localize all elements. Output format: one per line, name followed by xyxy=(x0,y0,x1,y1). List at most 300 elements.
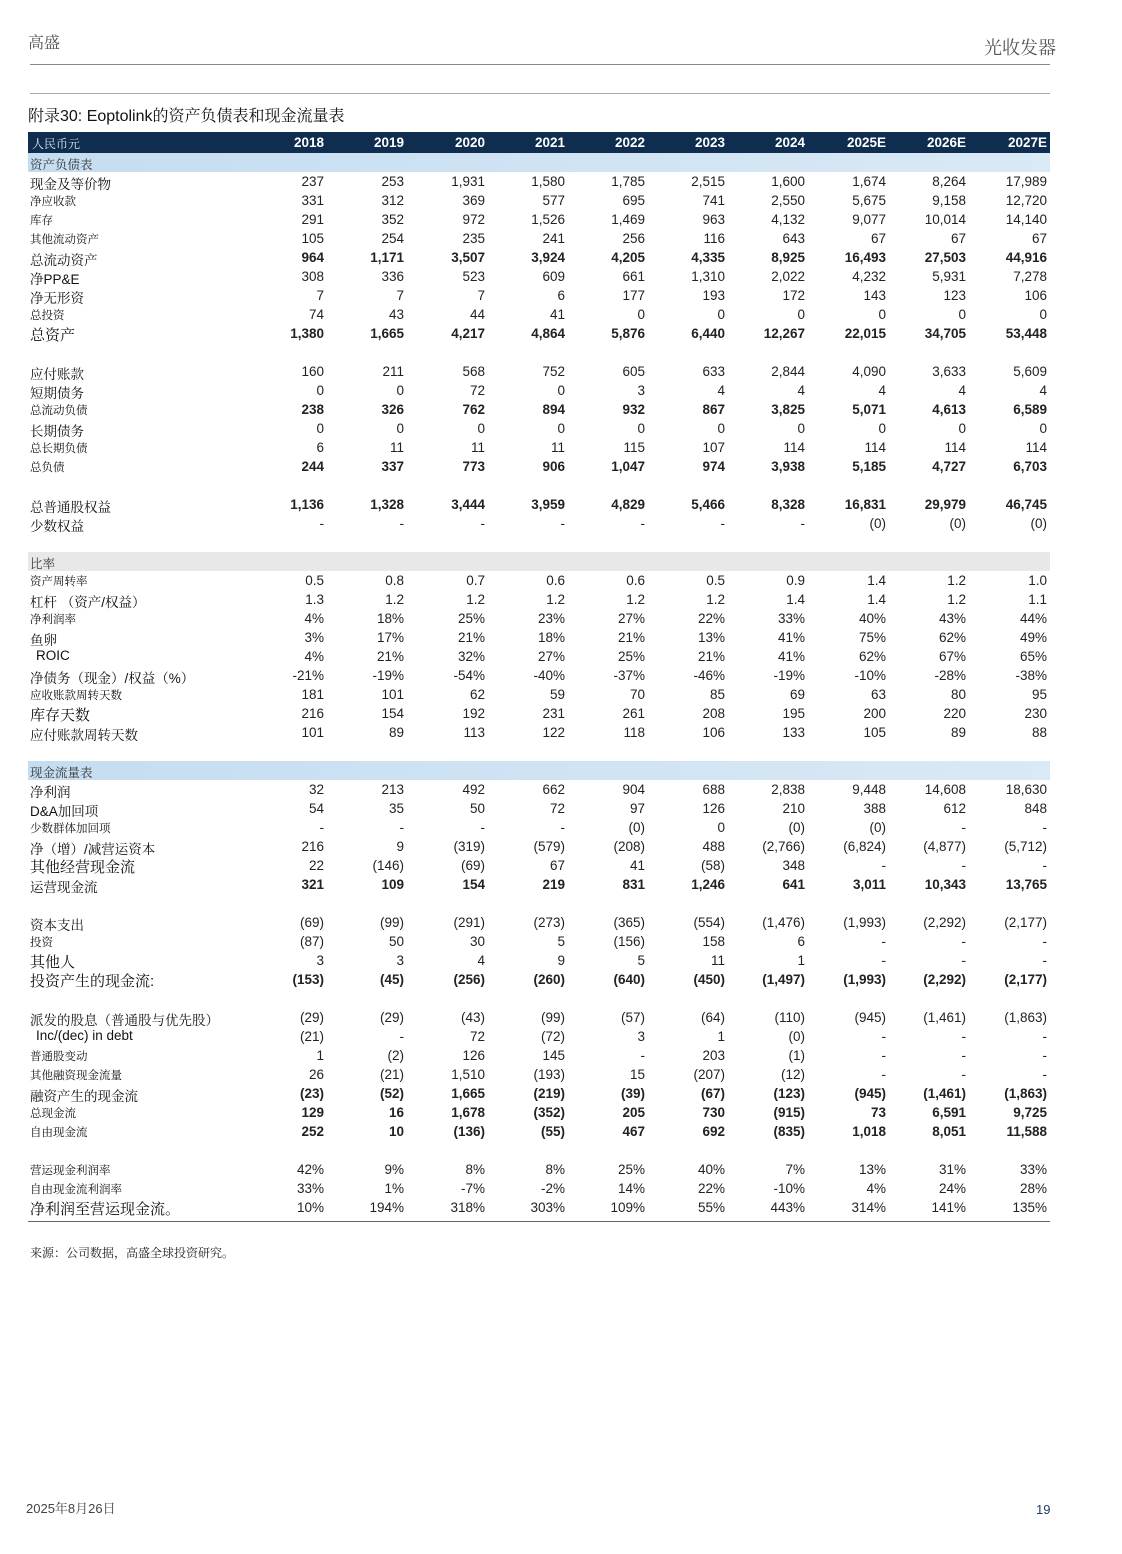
row-label: 派发的股息（普通股与优先股） xyxy=(30,1013,219,1028)
table-row xyxy=(28,514,1050,533)
table-header xyxy=(28,132,1050,153)
table-cell: -19% xyxy=(773,668,805,683)
table-cell: (0) xyxy=(869,820,886,835)
table-cell: 44,916 xyxy=(1005,250,1047,265)
table-cell: 3,959 xyxy=(531,497,565,512)
table-cell: 67 xyxy=(1031,231,1047,246)
table-cell: 126 xyxy=(702,801,725,816)
table-row xyxy=(28,457,1050,476)
row-label: 总流动负债 xyxy=(30,405,88,417)
table-cell: 203 xyxy=(702,1048,725,1063)
table-cell: 1,665 xyxy=(370,326,404,341)
table-cell: 88 xyxy=(1031,725,1047,740)
table-row xyxy=(28,210,1050,229)
table-cell: 116 xyxy=(703,231,725,246)
table-cell: 97 xyxy=(629,801,645,816)
row-label: ROIC xyxy=(36,648,70,663)
table-cell: 695 xyxy=(622,193,645,208)
table-row xyxy=(28,875,1050,894)
table-cell: -38% xyxy=(1015,668,1047,683)
table-cell: 0.5 xyxy=(305,573,324,588)
table-cell: 605 xyxy=(622,364,645,379)
table-cell: - xyxy=(961,1029,966,1044)
table-cell: 337 xyxy=(381,459,404,474)
table-cell: 213 xyxy=(381,782,404,797)
table-cell: 101 xyxy=(381,687,404,702)
table-cell: 3% xyxy=(304,630,324,645)
table-cell: 0 xyxy=(477,421,485,436)
table-cell: 1.2 xyxy=(706,592,725,607)
table-cell: (291) xyxy=(453,915,485,930)
table-cell: 633 xyxy=(702,364,725,379)
table-cell: 9,077 xyxy=(852,212,886,227)
row-label: 净无形资 xyxy=(30,291,84,306)
table-cell: 160 xyxy=(301,364,324,379)
table-cell: 741 xyxy=(702,193,725,208)
table-cell: 0 xyxy=(557,421,565,436)
table-cell: 3,444 xyxy=(451,497,485,512)
table-cell: 11,588 xyxy=(1006,1124,1047,1139)
table-cell: 27,503 xyxy=(924,250,966,265)
table-cell: 85 xyxy=(709,687,725,702)
table-row xyxy=(28,818,1050,837)
table-cell: 4,829 xyxy=(611,497,645,512)
row-label: D&A加回项 xyxy=(30,804,99,819)
table-cell: 1,380 xyxy=(290,326,324,341)
table-cell: 0.5 xyxy=(706,573,725,588)
table-cell: 18% xyxy=(537,630,565,645)
table-cell: 210 xyxy=(782,801,805,816)
table-cell: 21% xyxy=(376,649,404,664)
table-cell: 101 xyxy=(301,725,324,740)
table-cell: 4,205 xyxy=(611,250,645,265)
table-cell: - xyxy=(961,820,966,835)
row-label: 短期债务 xyxy=(30,386,84,401)
table-cell: 205 xyxy=(622,1105,645,1120)
table-cell: (23) xyxy=(299,1086,324,1101)
row-spacer xyxy=(28,742,1050,761)
table-cell: 46,745 xyxy=(1005,497,1047,512)
table-cell: 14,140 xyxy=(1005,212,1047,227)
table-cell: 1.2 xyxy=(626,592,645,607)
row-spacer xyxy=(28,343,1050,362)
table-cell: 30 xyxy=(469,934,485,949)
year-header: 2024 xyxy=(774,135,805,150)
table-row xyxy=(28,400,1050,419)
table-cell: 4 xyxy=(1039,383,1047,398)
table-cell: 904 xyxy=(622,782,645,797)
table-cell: 3,825 xyxy=(771,402,805,417)
table-cell: 336 xyxy=(381,269,404,284)
table-cell: 181 xyxy=(301,687,324,702)
table-cell: 28% xyxy=(1019,1181,1047,1196)
table-cell: 6 xyxy=(797,934,805,949)
section-header xyxy=(28,552,1050,571)
table-cell: 12,720 xyxy=(1005,193,1047,208)
table-cell: 4,727 xyxy=(932,459,966,474)
header-rule xyxy=(30,64,1050,65)
table-cell: 3 xyxy=(637,1029,645,1044)
table-cell: (554) xyxy=(693,915,725,930)
table-cell: 40% xyxy=(697,1162,725,1177)
table-cell: 1,469 xyxy=(611,212,645,227)
table-cell: - xyxy=(399,1029,404,1044)
year-header: 2023 xyxy=(694,135,725,150)
table-cell: 123 xyxy=(943,288,966,303)
table-cell: - xyxy=(560,516,565,531)
table-cell: - xyxy=(961,858,966,873)
financial-table xyxy=(28,132,1050,1222)
table-cell: 44 xyxy=(469,307,485,322)
table-cell: 55% xyxy=(697,1200,725,1215)
table-cell: 21% xyxy=(697,649,725,664)
table-cell: 1,678 xyxy=(451,1105,485,1120)
table-cell: 5,185 xyxy=(852,459,886,474)
table-cell: (1,993) xyxy=(843,972,886,987)
table-cell: 143 xyxy=(863,288,886,303)
table-cell: 194% xyxy=(369,1200,404,1215)
table-cell: 9,448 xyxy=(852,782,886,797)
table-cell: 241 xyxy=(542,231,565,246)
table-cell: (99) xyxy=(540,1010,565,1025)
table-row xyxy=(28,799,1050,818)
table-cell: 6,589 xyxy=(1013,402,1047,417)
table-cell: 3,507 xyxy=(451,250,485,265)
unit-label: 人民币元 xyxy=(32,137,81,151)
table-cell: 21% xyxy=(457,630,485,645)
table-cell: 254 xyxy=(381,231,404,246)
table-body xyxy=(28,153,1050,1217)
table-cell: 331 xyxy=(301,193,324,208)
table-cell: 3,924 xyxy=(531,250,565,265)
table-cell: (0) xyxy=(869,516,886,531)
table-cell: 172 xyxy=(782,288,805,303)
table-cell: 22 xyxy=(308,858,324,873)
table-cell: - xyxy=(881,934,886,949)
table-cell: 22% xyxy=(697,611,725,626)
table-cell: (136) xyxy=(453,1124,485,1139)
table-cell: 220 xyxy=(943,706,966,721)
table-cell: (319) xyxy=(453,839,485,854)
table-cell: 1 xyxy=(316,1048,324,1063)
table-cell: - xyxy=(1042,953,1047,968)
row-label: 鱼卵 xyxy=(30,633,57,648)
table-cell: 4,217 xyxy=(451,326,485,341)
table-cell: 641 xyxy=(782,877,805,892)
row-label: 资本支出 xyxy=(30,918,84,933)
table-cell: 26 xyxy=(308,1067,324,1082)
table-cell: 231 xyxy=(542,706,565,721)
table-cell: 114 xyxy=(783,440,805,455)
table-cell: 1,328 xyxy=(370,497,404,512)
table-cell: 89 xyxy=(950,725,966,740)
table-cell: (1,497) xyxy=(762,972,805,987)
row-label: 总长期负债 xyxy=(30,443,88,455)
table-cell: 1.0 xyxy=(1028,573,1047,588)
table-cell: 388 xyxy=(863,801,886,816)
table-row xyxy=(28,647,1050,666)
table-row xyxy=(28,191,1050,210)
table-cell: 0 xyxy=(717,820,725,835)
table-cell: - xyxy=(881,953,886,968)
source-note: 来源：公司数据，高盛全球投资研究。 xyxy=(30,1246,235,1260)
table-cell: 0 xyxy=(316,421,324,436)
table-cell: 3,011 xyxy=(852,877,886,892)
table-cell: 612 xyxy=(943,801,966,816)
table-cell: 34,705 xyxy=(924,326,966,341)
table-cell: (640) xyxy=(613,972,645,987)
table-cell: 25% xyxy=(457,611,485,626)
table-cell: 10,014 xyxy=(924,212,966,227)
table-cell: -10% xyxy=(773,1181,805,1196)
row-spacer xyxy=(28,476,1050,495)
table-cell: (156) xyxy=(613,934,645,949)
row-spacer xyxy=(28,989,1050,1008)
table-cell: 1,785 xyxy=(611,174,645,189)
table-cell: (123) xyxy=(773,1086,805,1101)
table-cell: 14,608 xyxy=(924,782,966,797)
table-cell: - xyxy=(720,516,725,531)
table-cell: 8,925 xyxy=(771,250,805,265)
row-label: 杠杆 （资产/权益） xyxy=(30,595,146,610)
row-label: 资产周转率 xyxy=(30,576,88,588)
table-cell: 2,838 xyxy=(771,782,805,797)
table-cell: (6,824) xyxy=(843,839,886,854)
section-header xyxy=(28,761,1050,780)
table-cell: 72 xyxy=(469,383,485,398)
row-label: 净利润至营运现金流。 xyxy=(30,1201,181,1218)
table-cell: (1,461) xyxy=(923,1086,966,1101)
table-row xyxy=(28,1122,1050,1141)
table-cell: 314% xyxy=(851,1200,886,1215)
table-cell: 15 xyxy=(629,1067,645,1082)
table-cell: 208 xyxy=(702,706,725,721)
table-cell: 303% xyxy=(530,1200,565,1215)
table-row xyxy=(28,495,1050,514)
table-cell: 13,765 xyxy=(1005,877,1047,892)
table-row xyxy=(28,837,1050,856)
table-row xyxy=(28,590,1050,609)
table-cell: 118 xyxy=(623,725,645,740)
table-cell: 16,493 xyxy=(844,250,886,265)
table-cell: 2,515 xyxy=(691,174,725,189)
table-cell: 1.4 xyxy=(867,573,886,588)
table-cell: 0 xyxy=(958,307,966,322)
table-cell: (69) xyxy=(299,915,324,930)
table-cell: 237 xyxy=(301,174,324,189)
table-cell: 6,591 xyxy=(932,1105,966,1120)
table-cell: 488 xyxy=(702,839,725,854)
table-cell: 4 xyxy=(717,383,725,398)
table-cell: - xyxy=(319,516,324,531)
table-cell: 44% xyxy=(1019,611,1047,626)
row-label: 库存 xyxy=(30,215,53,227)
table-cell: 25% xyxy=(617,1162,645,1177)
table-cell: (2,177) xyxy=(1004,972,1047,987)
table-cell: 5 xyxy=(557,934,565,949)
table-cell: 369 xyxy=(462,193,485,208)
table-cell: 0 xyxy=(316,383,324,398)
table-row xyxy=(28,381,1050,400)
table-cell: 158 xyxy=(702,934,725,949)
table-cell: 0 xyxy=(958,421,966,436)
table-row xyxy=(28,1008,1050,1027)
table-cell: 50 xyxy=(388,934,404,949)
table-cell: (55) xyxy=(540,1124,565,1139)
table-cell: 133 xyxy=(782,725,805,740)
table-cell: 24% xyxy=(938,1181,966,1196)
table-cell: - xyxy=(961,1067,966,1082)
table-cell: 523 xyxy=(462,269,485,284)
table-cell: -2% xyxy=(540,1181,565,1196)
table-cell: (2,292) xyxy=(923,972,966,987)
table-cell: (58) xyxy=(700,858,725,873)
row-label: 投资产生的现金流: xyxy=(30,973,155,990)
table-cell: 115 xyxy=(623,440,645,455)
year-header: 2021 xyxy=(534,135,565,150)
table-cell: 29,979 xyxy=(924,497,966,512)
year-header: 2022 xyxy=(614,135,645,150)
table-cell: 219 xyxy=(542,877,565,892)
table-cell: 0.6 xyxy=(546,573,565,588)
table-cell: 17% xyxy=(376,630,404,645)
table-cell: 70 xyxy=(629,687,645,702)
table-cell: 18,630 xyxy=(1005,782,1047,797)
row-label: 库存天数 xyxy=(30,707,91,724)
table-cell: 5 xyxy=(637,953,645,968)
table-cell: 141% xyxy=(931,1200,966,1215)
row-label: 自由现金流 xyxy=(30,1127,88,1139)
row-label: 运营现金流 xyxy=(30,880,98,895)
table-cell: 0 xyxy=(396,383,404,398)
table-cell: (0) xyxy=(628,820,645,835)
table-cell: (945) xyxy=(854,1086,886,1101)
table-cell: 106 xyxy=(702,725,725,740)
table-cell: - xyxy=(881,858,886,873)
table-cell: 7,278 xyxy=(1013,269,1047,284)
table-cell: 348 xyxy=(782,858,805,873)
table-cell: 1,047 xyxy=(611,459,645,474)
table-cell: (29) xyxy=(299,1010,324,1025)
table-cell: (352) xyxy=(533,1105,565,1120)
table-cell: 5,466 xyxy=(691,497,725,512)
table-cell: 0 xyxy=(1039,307,1047,322)
table-cell: - xyxy=(1042,820,1047,835)
table-cell: (39) xyxy=(620,1086,645,1101)
table-cell: 72 xyxy=(469,1029,485,1044)
table-cell: - xyxy=(640,1048,645,1063)
table-row xyxy=(28,856,1050,875)
table-cell: 0 xyxy=(878,307,886,322)
table-row xyxy=(28,951,1050,970)
table-cell: 894 xyxy=(542,402,565,417)
row-label: 融资产生的现金流 xyxy=(30,1089,138,1104)
table-cell: 2,550 xyxy=(771,193,805,208)
table-cell: (1,863) xyxy=(1004,1010,1047,1025)
table-cell: 577 xyxy=(542,193,565,208)
table-cell: (219) xyxy=(533,1086,565,1101)
table-cell: 1,526 xyxy=(531,212,565,227)
table-cell: 4,232 xyxy=(852,269,886,284)
table-cell: 467 xyxy=(622,1124,645,1139)
table-cell: 63 xyxy=(870,687,886,702)
row-spacer xyxy=(28,1141,1050,1160)
table-cell: 2,022 xyxy=(771,269,805,284)
table-cell: 318% xyxy=(450,1200,485,1215)
table-row xyxy=(28,229,1050,248)
table-row xyxy=(28,267,1050,286)
table-cell: -21% xyxy=(292,668,324,683)
table-row xyxy=(28,362,1050,381)
table-cell: -46% xyxy=(693,668,725,683)
table-cell: (2) xyxy=(387,1048,404,1063)
table-cell: 177 xyxy=(622,288,645,303)
table-cell: 109 xyxy=(381,877,404,892)
table-cell: (193) xyxy=(533,1067,565,1082)
table-cell: 762 xyxy=(462,402,485,417)
table-row xyxy=(28,324,1050,343)
row-label: 其他经营现金流 xyxy=(30,859,136,876)
table-cell: 4,090 xyxy=(852,364,886,379)
table-cell: (99) xyxy=(379,915,404,930)
table-cell: 9 xyxy=(557,953,565,968)
table-cell: 1,310 xyxy=(691,269,725,284)
table-cell: 5,876 xyxy=(611,326,645,341)
row-label: 应收账款周转天数 xyxy=(30,690,122,702)
table-cell: 0 xyxy=(797,307,805,322)
table-cell: 6,703 xyxy=(1013,459,1047,474)
table-cell: 10,343 xyxy=(924,877,966,892)
row-label: 应付账款周转天数 xyxy=(30,728,138,743)
table-cell: 9 xyxy=(396,839,404,854)
row-label: 总现金流 xyxy=(30,1108,76,1120)
table-cell: 0.8 xyxy=(385,573,404,588)
table-cell: 13% xyxy=(697,630,725,645)
table-cell: 643 xyxy=(782,231,805,246)
table-cell: 4% xyxy=(304,611,324,626)
table-cell: 10% xyxy=(296,1200,324,1215)
table-cell: 18% xyxy=(376,611,404,626)
table-cell: 69 xyxy=(789,687,805,702)
table-cell: 13% xyxy=(858,1162,886,1177)
table-cell: 1,600 xyxy=(771,174,805,189)
table-cell: (52) xyxy=(379,1086,404,1101)
table-cell: 9,158 xyxy=(932,193,966,208)
table-cell: 11 xyxy=(550,440,565,455)
table-cell: 43 xyxy=(388,307,404,322)
table-cell: 43% xyxy=(938,611,966,626)
table-cell: 1 xyxy=(717,1029,725,1044)
table-row xyxy=(28,1160,1050,1179)
table-cell: 773 xyxy=(462,459,485,474)
table-cell: 114 xyxy=(864,440,886,455)
table-cell: 89 xyxy=(388,725,404,740)
table-cell: (1,863) xyxy=(1004,1086,1047,1101)
table-cell: 8% xyxy=(545,1162,565,1177)
table-cell: 50 xyxy=(469,801,485,816)
table-cell: (835) xyxy=(773,1124,805,1139)
table-cell: 49% xyxy=(1019,630,1047,645)
table-cell: 3 xyxy=(316,953,324,968)
table-cell: 195 xyxy=(782,706,805,721)
table-row xyxy=(28,723,1050,742)
table-cell: 62 xyxy=(469,687,485,702)
table-cell: - xyxy=(1042,934,1047,949)
table-cell: 9,725 xyxy=(1013,1105,1047,1120)
table-cell: 200 xyxy=(863,706,886,721)
table-cell: 1,018 xyxy=(852,1124,886,1139)
table-cell: (208) xyxy=(613,839,645,854)
